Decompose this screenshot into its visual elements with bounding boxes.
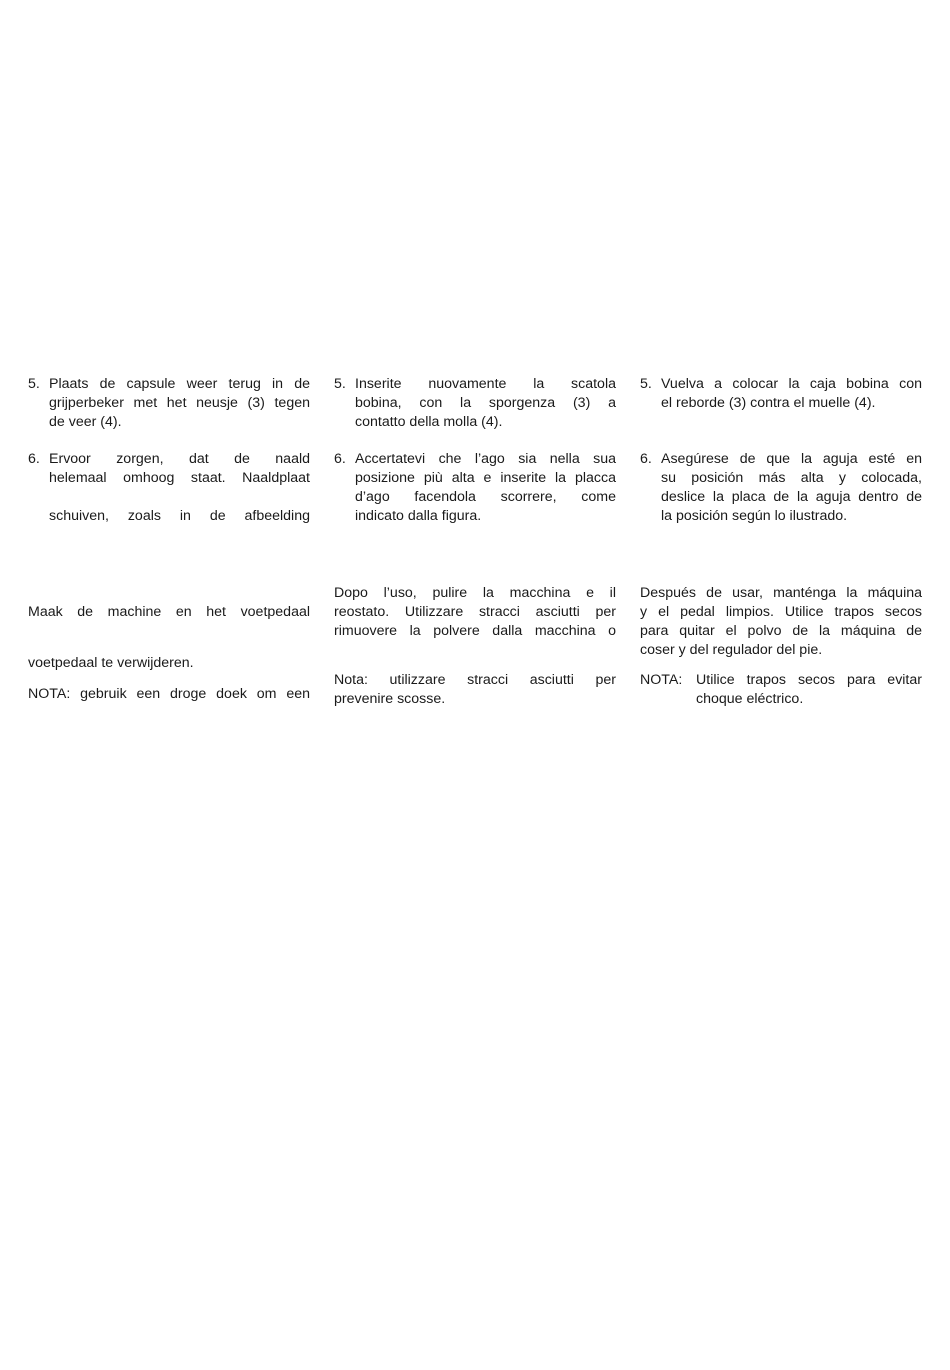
it-item6-number: 6. [334,451,346,467]
es-item5-line1: Vuelva a colocar la caja bobina con [661,376,922,392]
es-maintenance-line1: Después de usar, manténga la máquina [640,585,922,601]
nl-maintenance-line1: Maak de machine en het voetpedaal [28,604,310,620]
es-maintenance-line4: coser y del regulador del pie. [640,642,823,658]
es-item6-number: 6. [640,451,652,467]
it-maintenance-line3: rimuovere la polvere dalla macchina o [334,623,616,639]
nl-item6-line1: Ervoor zorgen, dat de naald [49,451,310,467]
it-nota-line1: Nota: utilizzare stracci asciutti per [334,672,616,688]
es-maintenance-line2: y el pedal limpios. Utilice trapos secos [640,604,922,620]
es-nota-label: NOTA: [640,672,683,688]
es-item6-line2: su posición más alta y colocada, [661,470,922,486]
nl-item5-number: 5. [28,376,40,392]
es-maintenance-line3: para quitar el polvo de la máquina de [640,623,922,639]
es-item6-line3: deslice la placa de la aguja dentro de [661,489,922,505]
nl-item5-line3: de veer (4). [49,414,122,430]
it-maintenance-line1: Dopo l’uso, pulire la macchina e il [334,585,616,601]
es-nota-line1: Utilice trapos secos para evitar [696,672,922,688]
es-item6-line1: Asegúrese de que la aguja esté en [661,451,922,467]
nl-maintenance-line2: voetpedaal te verwijderen. [28,655,194,671]
it-item6-line3: d’ago facendola scorrere, come [355,489,616,505]
nl-item6-number: 6. [28,451,40,467]
it-item6-line4: indicato dalla figura. [355,508,482,524]
nl-item5-line1: Plaats de capsule weer terug in de [49,376,310,392]
es-item5-number: 5. [640,376,652,392]
it-item5-line2: bobina, con la sporgenza (3) a [355,395,616,411]
nl-nota: NOTA: gebruik een droge doek om een [28,686,310,702]
it-item5-number: 5. [334,376,346,392]
it-nota-line2: prevenire scosse. [334,691,446,707]
it-item5-line3: contatto della molla (4). [355,414,503,430]
nl-item5-line2: grijperbeker met het neusje (3) tegen [49,395,310,411]
it-item5-line1: Inserite nuovamente la scatola [355,376,616,392]
it-maintenance-line2: reostato. Utilizzare stracci asciutti per [334,604,616,620]
nl-item6-line2: helemaal omhoog staat. Naaldplaat [49,470,310,486]
es-nota-line2: choque eléctrico. [696,691,804,707]
it-item6-line2: posizione più alta e inserite la placca [355,470,616,486]
it-item6-line1: Accertatevi che l’ago sia nella sua [355,451,616,467]
nl-item6-line3: schuiven, zoals in de afbeelding [49,508,310,524]
es-item6-line4: la posición según lo ilustrado. [661,508,848,524]
es-item5-line2: el reborde (3) contra el muelle (4). [661,395,876,411]
